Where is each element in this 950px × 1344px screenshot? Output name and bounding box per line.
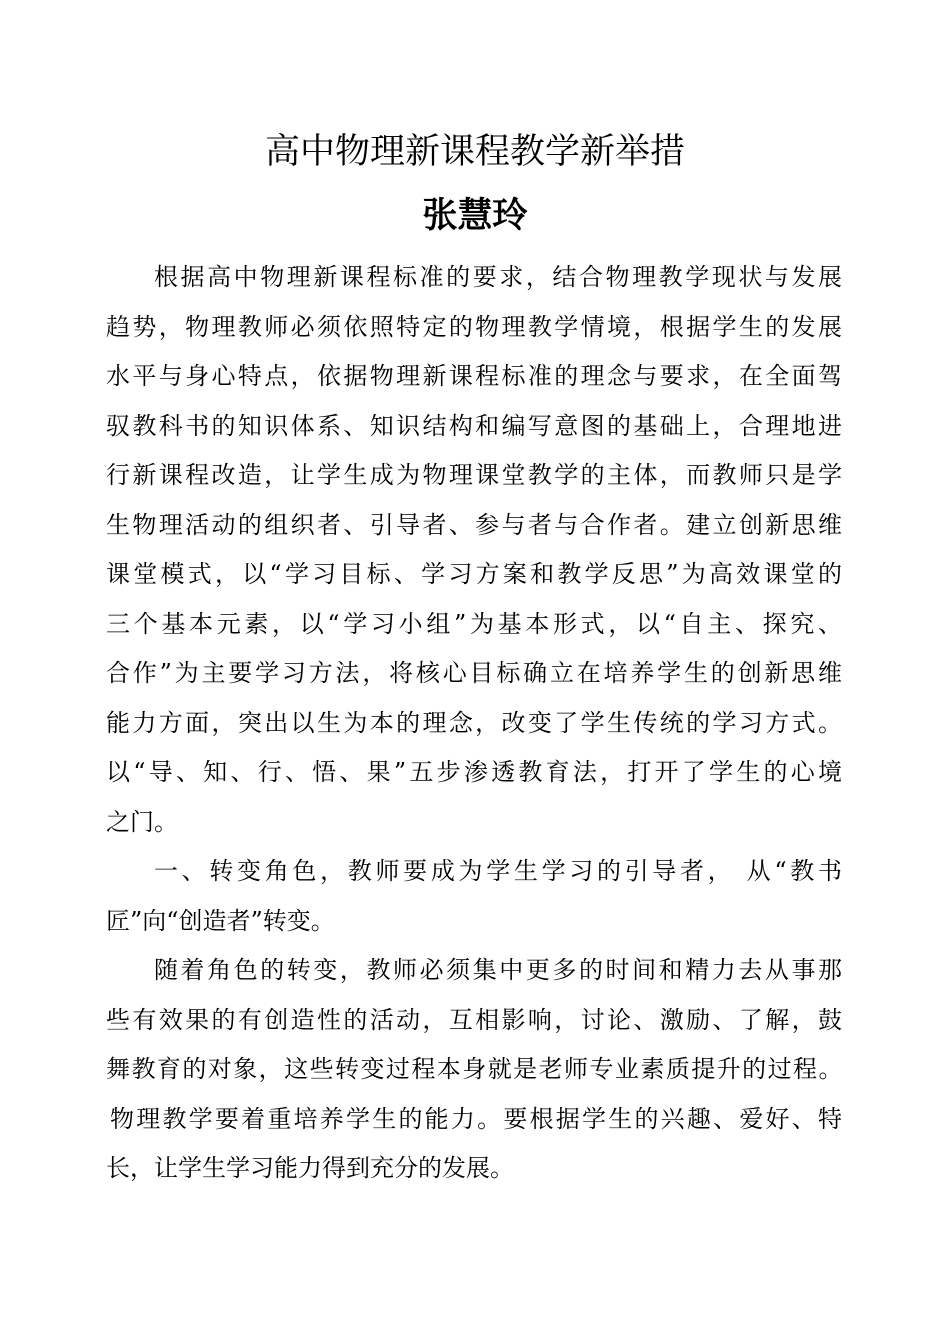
text-line: 物理教学要着重培养学生的能力。要根据学生的兴趣、爱好、特 [110, 1104, 842, 1133]
text-line: 些有效果的有创造性的活动，互相影响，讨论、激励、了解，鼓 [106, 1005, 842, 1034]
text-line: 长，让学生学习能力得到充分的发展。 [106, 1154, 514, 1182]
paragraph [106, 253, 842, 847]
text-line: 趋势，物理教师必须依照特定的物理教学情境，根据学生的发展 [106, 312, 842, 341]
text-line: 合作”为主要学习方法，将核心目标确立在培养学生的创新思维 [106, 659, 842, 687]
document-body [106, 253, 842, 1194]
paragraph [106, 946, 842, 1194]
text-line: 以“导、知、行、悟、果”五步渗透教育法，打开了学生的心境 [106, 758, 842, 786]
text-line: 根据高中物理新课程标准的要求，结合物理教学现状与发展 [154, 263, 842, 291]
author-name: 张慧玲 [422, 196, 528, 236]
text-line: 行新课程改造，让学生成为物理课堂教学的主体，而教师只是学 [106, 461, 842, 489]
text-line: 匠”向“创造者”转变。 [106, 906, 335, 935]
text-line: 课堂模式，以“学习目标、学习方案和教学反思”为高效课堂的 [106, 560, 842, 588]
text-line: 舞教育的对象，这些转变过程本身就是老师专业素质提升的过程。 [106, 1055, 842, 1083]
document-title: 高中物理新课程教学新举措 [264, 132, 685, 172]
text-line: 能力方面，突出以生为本的理念，改变了学生传统的学习方式。 [106, 708, 842, 737]
text-line: 随着角色的转变，教师必须集中更多的时间和精力去从事那 [154, 956, 842, 984]
text-line: 驭教科书的知识体系、知识结构和编写意图的基础上，合理地进 [106, 411, 842, 440]
section-heading-paragraph [106, 847, 842, 946]
text-line: 一、转变角色，教师要成为学生学习的引导者， 从“教书 [154, 857, 842, 885]
text-line: 三个基本元素，以“学习小组”为基本形式，以“自主、探究、 [106, 609, 842, 638]
text-line: 生物理活动的组织者、引导者、参与者与合作者。建立创新思维 [106, 510, 842, 539]
text-line: 之门。 [106, 807, 178, 836]
text-line: 水平与身心特点，依据物理新课程标准的理念与要求，在全面驾 [106, 362, 842, 390]
